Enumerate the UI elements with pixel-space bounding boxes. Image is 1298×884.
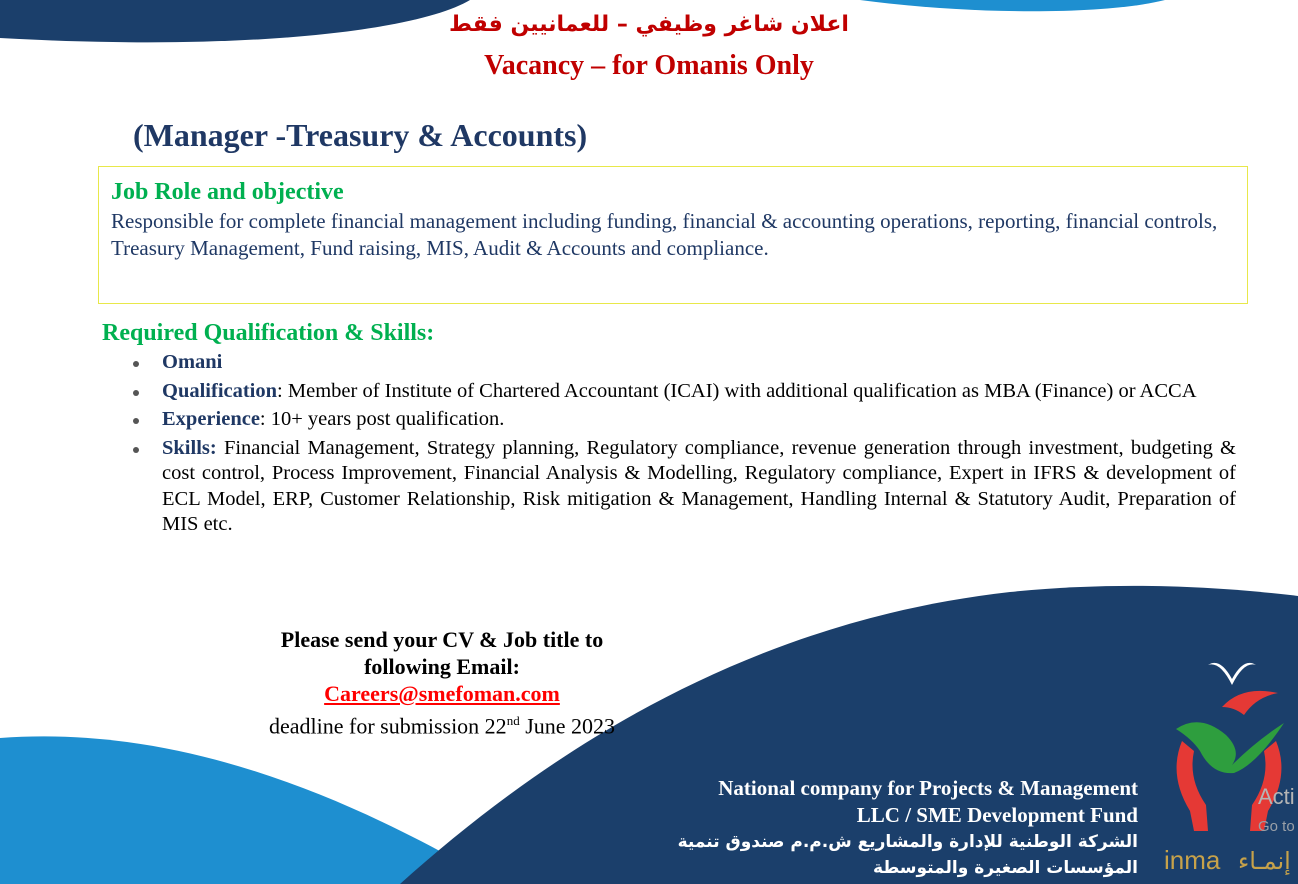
requirement-label: Qualification bbox=[162, 379, 278, 402]
bullet-icon bbox=[133, 361, 139, 367]
inma-logo bbox=[1160, 655, 1298, 884]
bottom-left-wave bbox=[0, 736, 460, 884]
deadline-prefix: deadline for submission 22 bbox=[268, 713, 507, 739]
requirement-text: : 10+ years post qualification. bbox=[259, 408, 505, 430]
apply-instructions bbox=[246, 626, 638, 739]
logo-text-ar: إنمـاء bbox=[1238, 847, 1291, 875]
activate-windows-overlay-sub: Go to bbox=[1258, 818, 1295, 835]
deadline-sup: nd bbox=[506, 713, 520, 728]
apply-line-2: following Email: bbox=[364, 654, 520, 679]
job-role-box bbox=[98, 166, 1248, 304]
bullet-icon bbox=[133, 418, 139, 424]
logo-text-en: inma bbox=[1164, 845, 1221, 875]
requirements-list bbox=[130, 350, 1236, 541]
company-name-en-1: National company for Projects & Management bbox=[718, 776, 1138, 800]
company-name-ar-1: الشركة الوطنية للإدارة والمشاريع ش.م.م صندوق تنمية bbox=[677, 832, 1138, 852]
bullet-icon bbox=[133, 447, 139, 453]
apply-line-1: Please send your CV & Job title to bbox=[280, 627, 604, 652]
deadline-text bbox=[246, 707, 638, 739]
requirement-label: Experience bbox=[162, 408, 260, 430]
bullet-icon bbox=[133, 390, 139, 396]
title-arabic: اعلان شاغر وظيفي – للعمانيين فقط bbox=[449, 12, 849, 37]
careers-email-link[interactable]: Careers@smefoman.com bbox=[324, 681, 560, 706]
requirement-item-omani bbox=[130, 350, 1236, 376]
bird-icon bbox=[1208, 663, 1256, 685]
company-name-ar-2: المؤسسات الصغيرة والمتوسطة bbox=[872, 858, 1138, 878]
deadline-suffix: June 2023 bbox=[519, 713, 616, 739]
activate-windows-overlay: Acti bbox=[1258, 784, 1295, 809]
company-info bbox=[600, 775, 1138, 881]
requirements-heading: Required Qualification & Skills: bbox=[102, 320, 435, 346]
requirement-text: : Member of Institute of Chartered Accountant (ICAI) with additional qualification as MBA (Finance) or ACCA bbox=[277, 379, 1197, 402]
requirement-text: Financial Management, Strategy planning, Regulatory compliance, revenue generation through investment, budgeting & cost control, Process Improvement, Financial Analysis & Modelling, Regulatory compliance, Expert in IFRS & development of ECL Model, ERP, Customer Relationship, Risk mitigation & Management, Handling Internal & Statutory Audit, Preparation of MIS etc. bbox=[162, 436, 1236, 535]
requirement-item-skills bbox=[130, 436, 1236, 538]
job-role-heading: Job Role and objective bbox=[111, 179, 344, 205]
top-right-wave bbox=[860, 0, 1165, 11]
requirement-item-qualification bbox=[130, 379, 1236, 405]
job-role-text: Responsible for complete financial management including funding, financial & accounting operations, reporting, financial controls, Treasury Management, Fund raising, MIS, Audit & Accounts and compliance. bbox=[111, 209, 1218, 260]
requirement-label: Omani bbox=[162, 351, 223, 373]
company-name-en-2: LLC / SME Development Fund bbox=[856, 803, 1138, 827]
title-english: Vacancy – for Omanis Only bbox=[484, 50, 814, 81]
job-title: (Manager -Treasury & Accounts) bbox=[133, 117, 588, 153]
requirement-label: Skills: bbox=[162, 436, 217, 459]
leaf-red-icon bbox=[1222, 691, 1278, 715]
requirement-item-experience bbox=[130, 407, 1236, 433]
